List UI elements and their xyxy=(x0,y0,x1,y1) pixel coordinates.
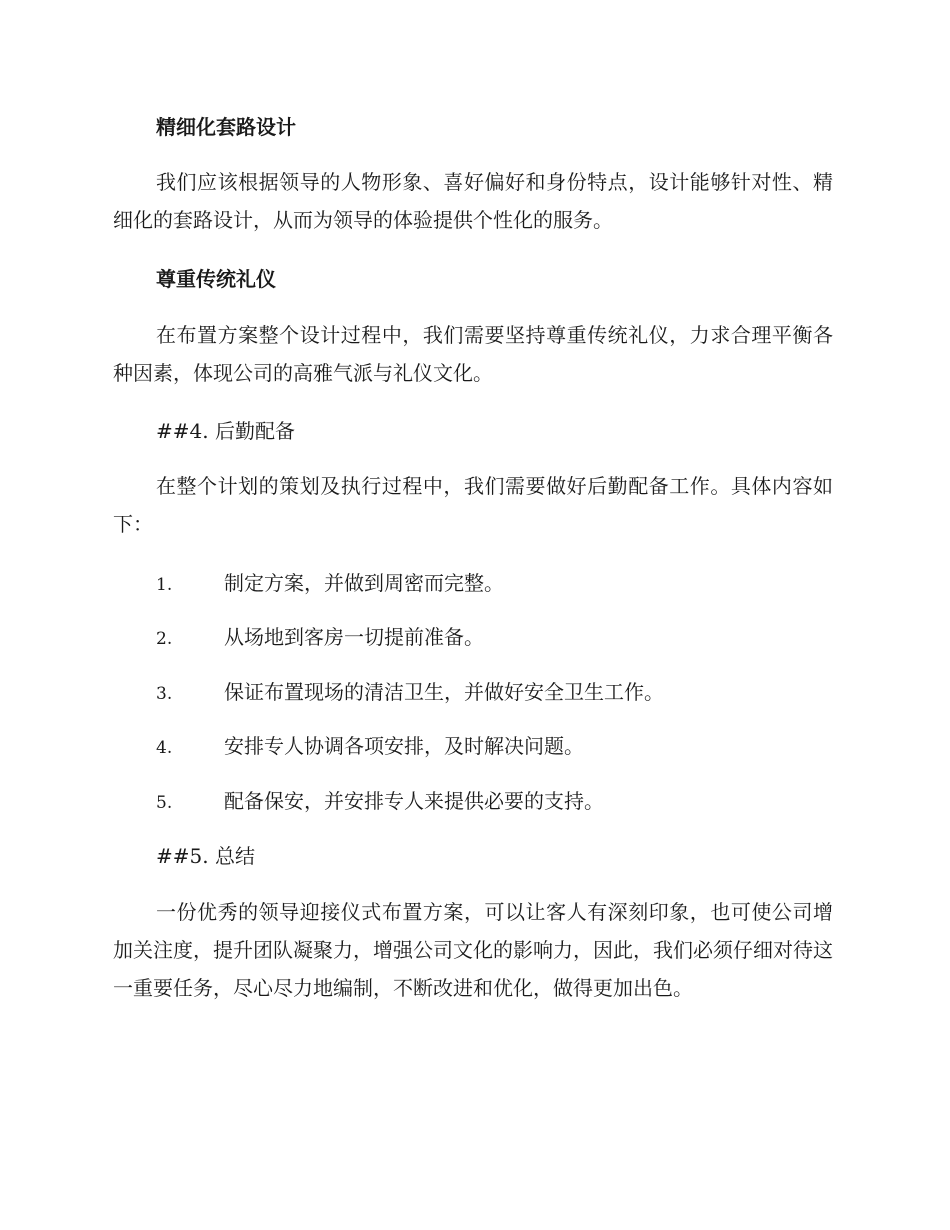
paragraph-logistics: 在整个计划的策划及执行过程中，我们需要做好后勤配备工作。具体内容如下： xyxy=(113,474,833,536)
list-item-text: 制定方案，并做到周密而完整。 xyxy=(224,571,504,595)
section-heading-logistics: ##4. 后勤配备 xyxy=(156,419,295,443)
list-item xyxy=(156,622,484,652)
list-item xyxy=(156,786,604,816)
list-item-text: 安排专人协调各项安排，及时解决问题。 xyxy=(224,734,584,758)
list-item-text: 保证布置现场的清洁卫生，并做好安全卫生工作。 xyxy=(224,680,664,704)
list-item xyxy=(156,568,504,598)
section-heading-refined-design: 精细化套路设计 xyxy=(156,115,296,139)
section-heading-summary: ##5. 总结 xyxy=(156,844,255,868)
list-item-text: 从场地到客房一切提前准备。 xyxy=(224,625,484,649)
list-item xyxy=(156,731,584,761)
list-item-number: 2. xyxy=(156,629,173,649)
paragraph-summary: 一份优秀的领导迎接仪式布置方案，可以让客人有深刻印象，也可使公司增加关注度，提升团队凝聚力，增强公司文化的影响力，因此，我们必须仔细对待这一重要任务，尽心尽力地编制，不断改进和优化，做得更加出色。 xyxy=(113,900,833,1000)
section-heading-tradition: 尊重传统礼仪 xyxy=(156,267,276,291)
paragraph-refined-design: 我们应该根据领导的人物形象、喜好偏好和身份特点，设计能够针对性、精细化的套路设计，从而为领导的体验提供个性化的服务。 xyxy=(113,170,833,232)
list-item-number: 1. xyxy=(156,575,173,595)
list-item-text: 配备保安，并安排专人来提供必要的支持。 xyxy=(224,789,604,813)
list-item xyxy=(156,677,664,707)
list-item-number: 4. xyxy=(156,738,173,758)
list-item-number: 3. xyxy=(156,684,173,704)
list-item-number: 5. xyxy=(156,793,173,813)
paragraph-tradition: 在布置方案整个设计过程中，我们需要坚持尊重传统礼仪，力求合理平衡各种因素，体现公司的高雅气派与礼仪文化。 xyxy=(113,323,833,385)
